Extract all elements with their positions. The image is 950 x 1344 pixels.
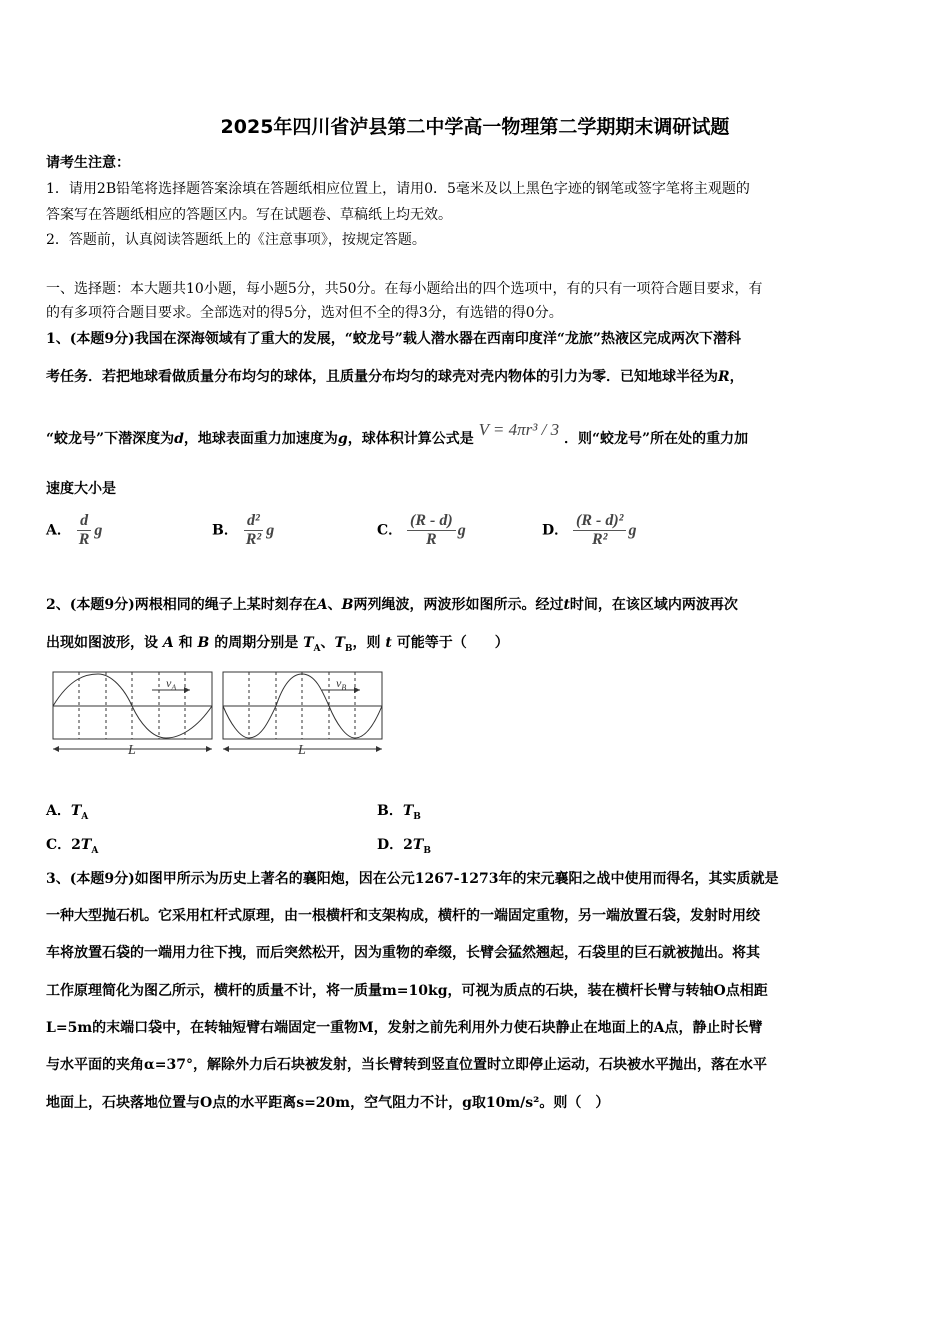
q1-option-c[interactable]: C． $\frac{(R - d)}{R}$ g — [377, 512, 466, 548]
q1-text-line4: 速度大小是 — [46, 481, 116, 497]
velocity-a-label: $v_A$ — [166, 676, 177, 692]
wave-figure — [50, 668, 386, 760]
fraction: $\frac{\text{(R - d)²}}{\text{R²}}$ — [573, 512, 626, 549]
q3-text-line5: L=5m的末端口袋中，在转轴短臂右端固定一重物M，发射之前先利用外力使石块静止在地面上的A点，静止时长臂 — [46, 1020, 763, 1036]
q2-text: 2、(本题9分)两根相同的绳子上某时刻存在A、B两列绳波，两波形如图所示。经过t时间，在该区域内两波再次 — [46, 597, 738, 613]
section-header: 一、选择题：本大题共10小题，每小题5分，共50分。在每小题给出的四个选项中，有的只有一项符合题目要求，有 — [46, 281, 763, 297]
page-title: 2025年四川省泸县第二中学高一物理第二学期期末调研试题 — [220, 116, 730, 138]
q3-text: 3、(本题9分)如图甲所示为历史上著名的襄阳炮，因在公元1267-1273年的宋元襄阳之战中使用而得名，其实质就是 — [46, 871, 779, 887]
fraction: $\frac{d}{R}$ — [78, 512, 90, 548]
fraction: $\frac{\text{d²}}{\text{R²}}$ — [245, 512, 262, 548]
var-d: d — [174, 431, 184, 447]
q2-option-c[interactable]: C．$2T_A$ — [46, 837, 99, 856]
q3-text-line4: 工作原理简化为图乙所示，横杆的质量不计，将一质量m=10kg，可视为质点的石块，装在横杆长臂与转轴O点相距 — [46, 983, 768, 999]
var-R: R — [718, 369, 730, 385]
velocity-b-label: $v_B$ — [336, 676, 347, 692]
length-b-label: L — [298, 743, 306, 758]
q2-text-line2: 出现如图波形，设 A 和 B 的周期分别是 $T_A$、$T_B$，则 t 可能等于（ ） — [46, 635, 509, 654]
q1-text: 1、(本题9分)我国在深海领域有了重大的发展，“蛟龙号”载人潜水器在西南印度洋“龙旅”热液区完成两次下潜科 — [46, 331, 741, 347]
var-g: g — [337, 431, 348, 447]
q3-text-line2: 一种大型抛石机。它采用杠杆式原理，由一根横杆和支架构成，横杆的一端固定重物，另一端放置石袋，发射时用绞 — [46, 908, 760, 924]
q1-text-line2-body: 考任务．若把地球看做质量分布均匀的球体，且质量分布均匀的球壳对壳内物体的引力为零．已知地球半径为 — [46, 369, 718, 385]
q3-text-line7: 地面上，石块落地位置与O点的水平距离s=20m，空气阻力不计，g取10m/s²。则（ ） — [46, 1095, 610, 1111]
length-a-label: L — [128, 743, 136, 758]
q1-option-d[interactable]: D． $\frac{\text{(R - d)²}}{\text{R²}}$ g — [542, 512, 637, 548]
section-header-cont: 的有多项符合题目要求。全部选对的得5分，选对但不全的得3分，有选错的得0分。 — [46, 305, 563, 321]
fraction: $\frac{(R - d)}{R}$ — [407, 512, 456, 549]
q1-option-a[interactable]: A． $\frac{d}{R}$ g — [46, 512, 103, 548]
volume-formula: V = 4πr³ / 3 — [478, 420, 560, 439]
q1-option-b[interactable]: B． $\frac{\text{d²}}{\text{R²}}$ g — [212, 512, 275, 548]
q2-option-d[interactable]: D．$2T_B$ — [377, 837, 431, 856]
notice-heading: 请考生注意： — [46, 155, 130, 171]
q1-text-line3: “蛟龙号”下潜深度为d，地球表面重力加速度为g，球体积计算公式是 V = 4πr³ / 3 ．则“蛟龙号”所在处的重力加 — [46, 420, 749, 447]
q1-text-line2: 考任务．若把地球看做质量分布均匀的球体，且质量分布均匀的球壳对壳内物体的引力为零．已知地球半径为R， — [46, 369, 744, 385]
q2-option-b[interactable]: B．$T_B$ — [377, 803, 421, 822]
q3-text-line3: 车将放置石袋的一端用力往下拽，而后突然松开，因为重物的牵缀，长臂会猛然翘起，石袋里的巨石就被抛出。将其 — [46, 945, 760, 961]
notice-item-1-cont: 答案写在答题纸相应的答题区内。写在试题卷、草稿纸上均无效。 — [46, 207, 452, 223]
notice-item-2: 2．答题前，认真阅读答题纸上的《注意事项》，按规定答题。 — [46, 232, 426, 248]
q2-option-a[interactable]: A．$T_A$ — [46, 803, 89, 822]
notice-item-1: 1．请用2B铅笔将选择题答案涂填在答题纸相应位置上，请用0．5毫米及以上黑色字迹的钢笔或签字笔将主观题的 — [46, 181, 750, 197]
q3-text-line6: 与水平面的夹角α=37°，解除外力后石块被发射，当长臂转到竖直位置时立即停止运动，石块被水平抛出，落在水平 — [46, 1057, 767, 1073]
